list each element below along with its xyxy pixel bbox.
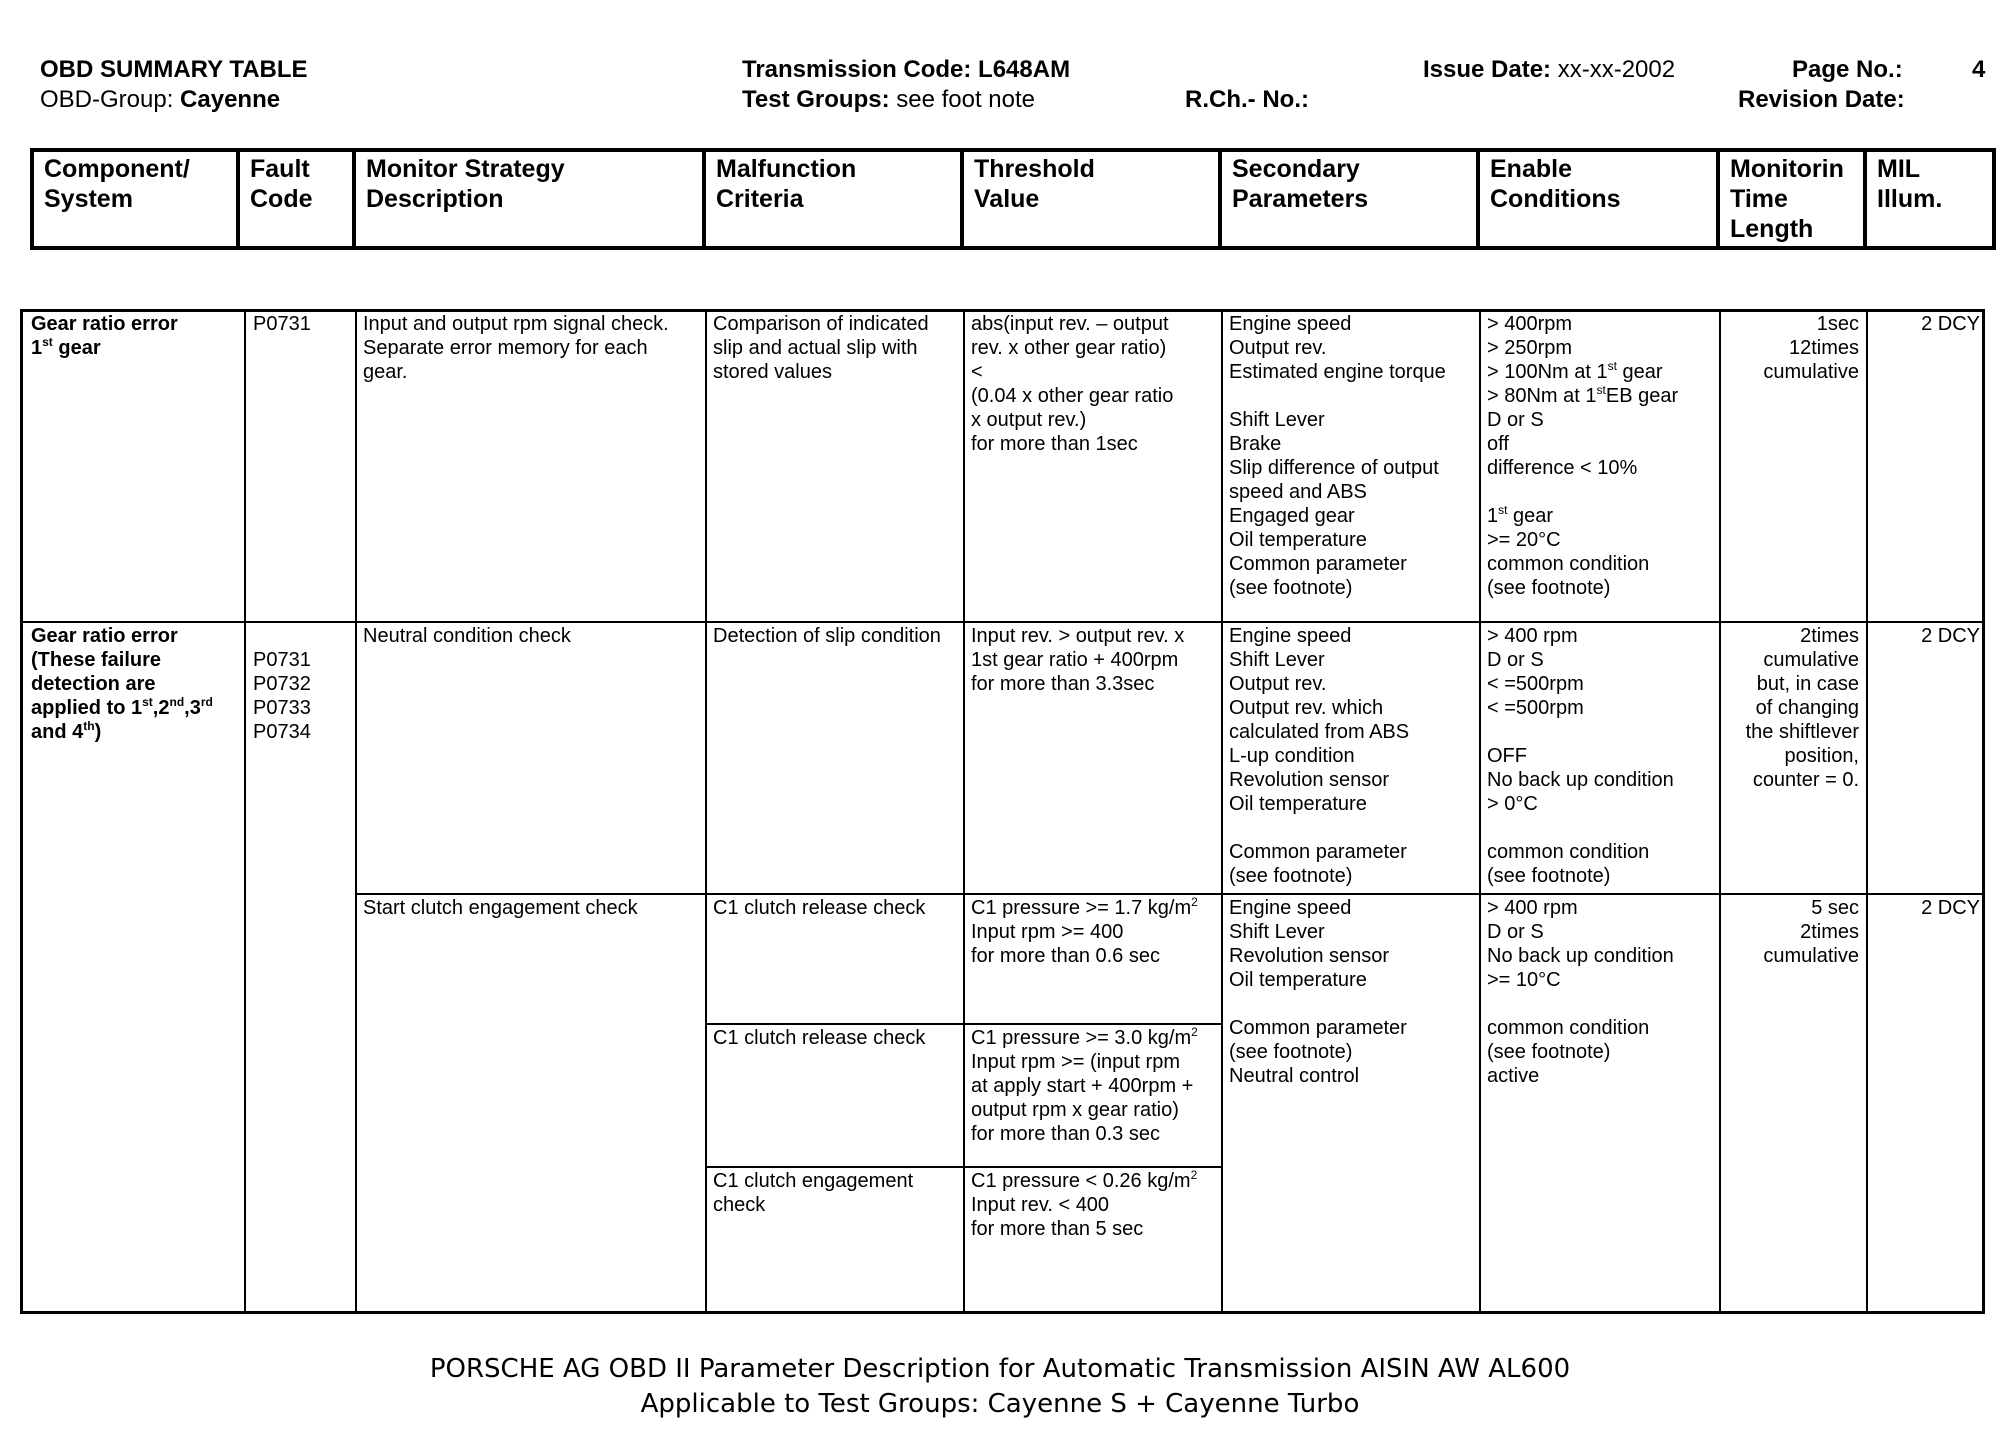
rch-number: R.Ch.- No.: xyxy=(1185,86,1309,113)
column-header-table xyxy=(30,148,1996,250)
footer-test-groups: Applicable to Test Groups: Cayenne S + Cayenne Turbo xyxy=(640,1389,1360,1419)
row3a-threshold: C1 pressure >= 1.7 $kg/m^2$ Input rpm >= 400 for more than 0.6 sec xyxy=(971,895,1198,967)
obd-group-value: Cayenne xyxy=(180,86,281,113)
row2-enable: > 400 rpm D or S < =500rpm < =500rpm OFF No back up condition > 0°C common condition (see footnote) xyxy=(1487,625,1674,887)
row2-time: 2times cumulative but, in case of changing the shiftlever position, counter = 0. xyxy=(1745,625,1859,791)
col-monitoring-time: Monitorin Time Length xyxy=(1718,150,1865,248)
issue-date-value: xx-xx-2002 xyxy=(1557,56,1676,83)
row1-secondary: Engine speed Output rev. Estimated engine torque Shift Lever Brake Slip difference of output speed and ABS Engaged gear Oil temperature Common parameter (see footnote) xyxy=(1229,313,1446,599)
obd-group-label: OBD-Group: xyxy=(40,86,181,113)
col-enable-conditions: Enable Conditions xyxy=(1478,150,1718,248)
row2-component: Gear ratio error (These failure detection are applied to 1st,2nd,3rd and 4th) xyxy=(31,625,213,743)
row3c-malfunction: C1 clutch engagement check xyxy=(713,1170,914,1216)
row3b-threshold: C1 pressure >= 3.0 $kg/m^2$ Input rpm >= (input rpm at apply start + 400rpm + output rpm x gear ratio) for more than 0.3 sec xyxy=(971,1025,1198,1145)
test-groups-label: Test Groups: xyxy=(742,86,897,113)
test-groups-value: see foot note xyxy=(896,86,1036,113)
row3-enable: > 400 rpm D or S No back up condition >= 10°C common condition (see footnote) active xyxy=(1487,897,1674,1087)
issue-date-label: Issue Date: xyxy=(1423,56,1558,83)
obd-body-table xyxy=(20,309,1985,1314)
row1-fault-code: P0731 xyxy=(253,313,311,335)
row2-threshold: Input rev. > output rev. x 1st gear ratio + 400rpm for more than 3.3sec xyxy=(971,625,1185,695)
issue-date xyxy=(1423,55,1675,85)
row3a-malfunction: C1 clutch release check xyxy=(713,897,926,919)
col-fault-code: Fault Code xyxy=(238,150,354,248)
col-threshold-value: Threshold Value xyxy=(962,150,1220,248)
row1-enable: > 400rpm > 250rpm > 100Nm at 1st gear > 80Nm at 1stEB gear D or S off difference < 10% 1st gear >= 20°C common condition (see footnote) xyxy=(1487,313,1679,599)
row3-secondary: Engine speed Shift Lever Revolution sensor Oil temperature Common parameter (see footnote) Neutral control xyxy=(1229,897,1407,1087)
row2-fault-codes: P0731 P0732 P0733 P0734 xyxy=(253,649,311,743)
row2-malfunction: Detection of slip condition xyxy=(713,625,941,647)
row3-strategy: Start clutch engagement check xyxy=(363,897,638,919)
obd-group xyxy=(40,85,280,115)
row1-threshold: abs(input rev. – output rev. x other gear ratio) < (0.04 x other gear ratio x output rev.) for more than 1sec xyxy=(971,313,1174,455)
row1-component: Gear ratio error 1st gear xyxy=(31,313,178,359)
transmission-code: Transmission Code: L648AM xyxy=(742,56,1071,83)
row1-strategy: Input and output rpm signal check. Separate error memory for each gear. xyxy=(363,313,669,383)
row2-secondary: Engine speed Shift Lever Output rev. Output rev. which calculated from ABS L-up condition Revolution sensor Oil temperature Common parameter (see footnote) xyxy=(1229,625,1410,887)
row1-time: 1sec 12times cumulative xyxy=(1763,313,1859,383)
revision-date: Revision Date: xyxy=(1738,86,1905,113)
row3b-malfunction: C1 clutch release check xyxy=(713,1027,926,1049)
row2-strategy: Neutral condition check xyxy=(363,625,571,647)
footer-description: PORSCHE AG OBD II Parameter Description for Automatic Transmission AISIN AW AL600 xyxy=(429,1354,1571,1384)
col-secondary-parameters: Secondary Parameters xyxy=(1220,150,1478,248)
row3-time: 5 sec 2times cumulative xyxy=(1763,897,1859,967)
row3-mil: 2 DCY xyxy=(1921,897,1980,919)
col-component: Component/ System xyxy=(44,155,190,213)
col-malfunction-criteria: Malfunction Criteria xyxy=(704,150,962,248)
col-mil-illum: MIL Illum. xyxy=(1865,150,1994,248)
row3c-threshold: C1 pressure < 0.26 $kg/m^2$ Input rev. < 400 for more than 5 sec xyxy=(971,1168,1198,1240)
page-number-label: Page No.: xyxy=(1792,56,1903,83)
row1-mil: 2 DCY xyxy=(1921,313,1980,335)
col-monitor-strategy: Monitor Strategy Description xyxy=(354,150,704,248)
page-number-value: 4 xyxy=(1972,56,1986,83)
doc-title: OBD SUMMARY TABLE xyxy=(40,56,308,83)
test-groups xyxy=(742,85,1035,115)
row1-malfunction: Comparison of indicated slip and actual slip with stored values xyxy=(713,313,929,383)
row2-mil: 2 DCY xyxy=(1921,625,1980,647)
